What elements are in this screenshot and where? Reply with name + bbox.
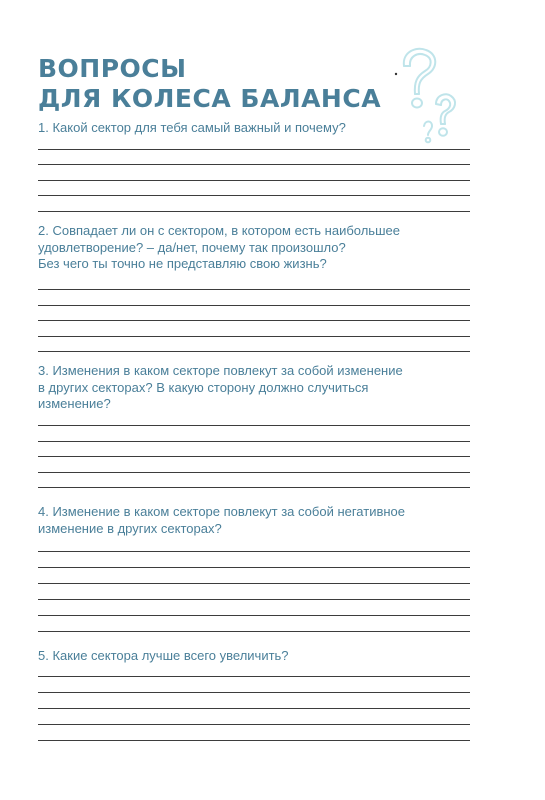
answer-line[interactable] bbox=[38, 351, 470, 352]
question-3-line-1: 3. Изменения в каком секторе повлекут за собой изменение bbox=[38, 363, 403, 378]
title-line-1: ВОПРОСЫ bbox=[38, 54, 187, 83]
question-3-line-2: в других секторах? В какую сторону должно случиться bbox=[38, 379, 369, 395]
answer-line[interactable] bbox=[38, 456, 470, 457]
question-2-line-3: Без чего ты точно не представляю свою жизнь? bbox=[38, 256, 327, 271]
answer-line[interactable] bbox=[38, 211, 470, 212]
question-2-line-2: удовлетворение? – да/нет, почему так произошло? bbox=[38, 239, 346, 255]
answer-line[interactable] bbox=[38, 692, 470, 693]
question-4 bbox=[38, 504, 478, 537]
answer-line[interactable] bbox=[38, 740, 470, 741]
answer-line[interactable] bbox=[38, 195, 470, 196]
question-4-line-1: 4. Изменение в каком секторе повлекут за собой негативное bbox=[38, 504, 406, 519]
answer-line[interactable] bbox=[38, 425, 470, 426]
answer-line[interactable] bbox=[38, 487, 470, 488]
answer-line[interactable] bbox=[38, 472, 470, 473]
answer-line[interactable] bbox=[38, 441, 470, 442]
title-line-2: ДЛЯ КОЛЕСА БАЛАНСА bbox=[38, 84, 382, 113]
answer-line[interactable] bbox=[38, 289, 470, 290]
answer-line[interactable] bbox=[38, 583, 470, 584]
question-3-line-3: изменение? bbox=[38, 396, 111, 411]
answer-line[interactable] bbox=[38, 708, 470, 709]
answer-line[interactable] bbox=[38, 724, 470, 725]
question-1-line-1: 1. Какой сектор для тебя самый важный и почему? bbox=[38, 120, 346, 135]
answer-line[interactable] bbox=[38, 164, 470, 165]
question-4-line-2: изменение в других секторах? bbox=[38, 520, 222, 536]
question-5 bbox=[38, 648, 478, 665]
answer-line[interactable] bbox=[38, 551, 470, 552]
question-5-line-1: 5. Какие сектора лучше всего увеличить? bbox=[38, 648, 289, 663]
answer-line[interactable] bbox=[38, 676, 470, 677]
answer-line[interactable] bbox=[38, 305, 470, 306]
answer-line[interactable] bbox=[38, 149, 470, 150]
answer-line[interactable] bbox=[38, 180, 470, 181]
question-2-line-1: 2. Совпадает ли он с сектором, в котором есть наибольшее bbox=[38, 223, 400, 238]
answer-line[interactable] bbox=[38, 599, 470, 600]
answer-line[interactable] bbox=[38, 320, 470, 321]
question-2 bbox=[38, 223, 478, 273]
answer-line[interactable] bbox=[38, 567, 470, 568]
question-3 bbox=[38, 363, 478, 413]
question-1 bbox=[38, 120, 478, 137]
page-title bbox=[38, 54, 381, 114]
answer-line[interactable] bbox=[38, 336, 470, 337]
answer-line[interactable] bbox=[38, 631, 470, 632]
answer-line[interactable] bbox=[38, 615, 470, 616]
